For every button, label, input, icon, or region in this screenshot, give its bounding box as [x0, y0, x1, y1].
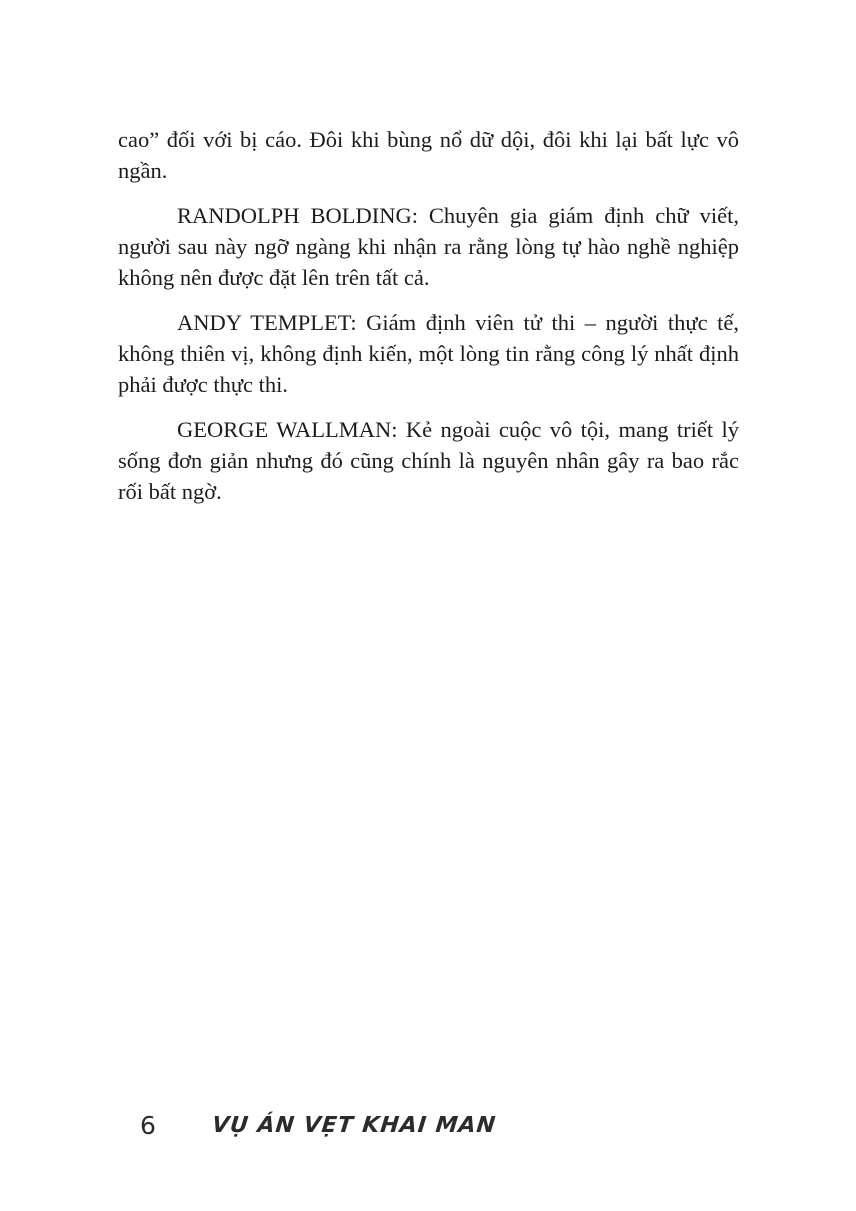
paragraph-continuation: cao” đối với bị cáo. Đôi khi bùng nổ dữ dội, đôi khi lại bất lực vô ngần.	[118, 127, 739, 183]
body-text	[118, 124, 739, 521]
paragraph-george-wallman: GEORGE WALLMAN: Kẻ ngoài cuộc vô tội, mang triết lý sống đơn giản nhưng đó cũng chính là nguyên nhân gây ra bao rắc rối bất ngờ.	[118, 417, 739, 504]
page-footer	[140, 1108, 496, 1142]
page-number: 6	[140, 1110, 156, 1140]
paragraph-andy-templet: ANDY TEMPLET: Giám định viên tử thi – người thực tế, không thiên vị, không định kiến, một lòng tin rằng công lý nhất định phải được thực thi.	[118, 310, 739, 397]
running-title: VỤ ÁN VẸT KHAI MAN	[210, 1112, 498, 1138]
paragraph-randolph-bolding: RANDOLPH BOLDING: Chuyên gia giám định chữ viết, người sau này ngỡ ngàng khi nhận ra rằng lòng tự hào nghề nghiệp không nên được đặt lên trên tất cả.	[118, 203, 739, 290]
